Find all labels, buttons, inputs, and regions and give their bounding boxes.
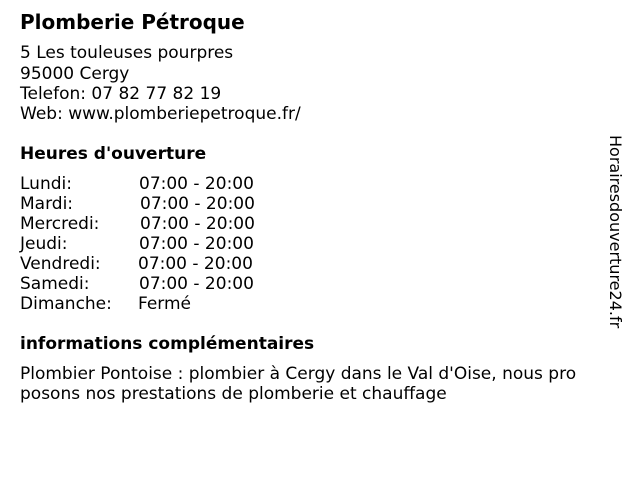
day-hours: 07:00 - 20:00 — [139, 174, 254, 194]
phone-line: Telefon: 07 82 77 82 19 — [20, 84, 222, 104]
day-label: Mercredi: — [20, 214, 100, 234]
day-label: Dimanche: — [20, 294, 112, 314]
website-line: Web: www.plomberiepetroque.fr/ — [20, 104, 301, 124]
day-hours: Fermé — [138, 294, 192, 314]
day-hours: 07:00 - 20:00 — [139, 274, 254, 294]
day-hours: 07:00 - 20:00 — [138, 254, 253, 274]
day-label: Vendredi: — [20, 254, 101, 274]
additional-info-text — [20, 364, 620, 404]
day-hours: 07:00 - 20:00 — [140, 214, 255, 234]
day-label: Jeudi: — [20, 234, 68, 254]
day-hours: 07:00 - 20:00 — [139, 234, 254, 254]
day-label: Lundi: — [20, 174, 72, 194]
address-line-2: 95000 Cergy — [20, 64, 130, 84]
day-label: Samedi: — [20, 274, 90, 294]
additional-info-heading: informations complémentaires — [20, 334, 315, 354]
source-watermark: Horairesdouverture24.fr — [606, 135, 625, 329]
additional-info-line-1: Plombier Pontoise : plombier à Cergy dans le Val d'Oise, nous pro — [20, 364, 577, 384]
additional-info-line-2: posons nos prestations de plomberie et chauffage — [20, 384, 447, 404]
address-line-1: 5 Les touleuses pourpres — [20, 43, 234, 63]
opening-hours-heading: Heures d'ouverture — [20, 144, 207, 164]
business-name: Plomberie Pétroque — [20, 10, 245, 34]
day-hours: 07:00 - 20:00 — [140, 194, 255, 214]
day-label: Mardi: — [20, 194, 74, 214]
